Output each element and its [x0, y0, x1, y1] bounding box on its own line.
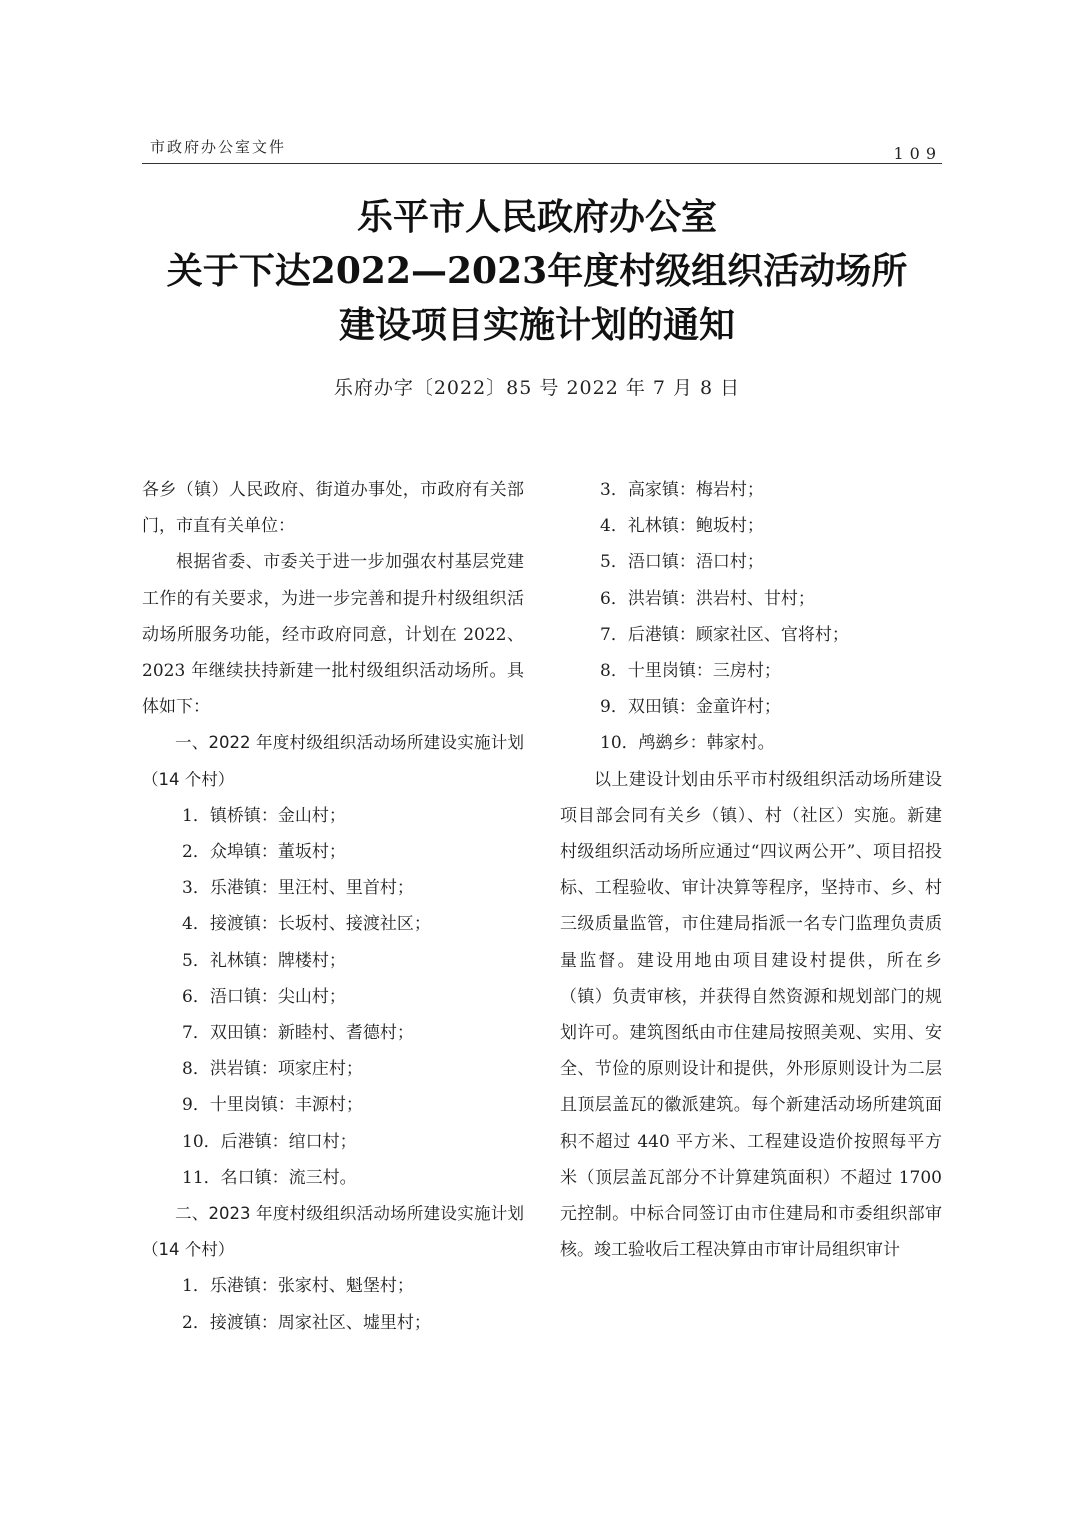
closing-paragraph: 以上建设计划由乐平市村级组织活动场所建设项目部会同有关乡（镇）、村（社区）实施。新建村级组织活动场所应通过“四议两公开”、项目招投标、工程验收、审计决算等程序，坚持市、乡、村三级质量监管，市住建局指派一名专门监理负责质量监督。建设用地由项目建设村提供，所在乡（镇）负责审核，并获得自然资源和规划部门的规划许可。建筑图纸由市住建局按照美观、实用、安全、节俭的原则设计和提供，外形原则设计为二层且顶层盖瓦的徽派建筑。每个新建活动场所建筑面积不超过 440 平方米、工程建设造价按照每平方米（顶层盖瓦部分不计算建筑面积）不超过 1700 元控制。中标合同签订由市住建局和市委组织部审核。竣工验收后工程决算由市审计局组织审计 — [560, 769, 942, 1261]
list-item: 5．礼林镇：牌楼村； — [182, 950, 346, 971]
list-item: 9．双田镇：金童许村； — [600, 697, 781, 718]
left-column — [142, 472, 524, 1341]
header-divider — [142, 163, 942, 164]
section-2-heading: 二、2023 年度村级组织活动场所建设实施计划（14 个村） — [142, 1204, 524, 1260]
list-item: 2．众埠镇：董坂村； — [182, 842, 346, 863]
intro-paragraph: 根据省委、市委关于进一步加强农村基层党建工作的有关要求，为进一步完善和提升村级组织活动场所服务功能，经市政府同意，计划在 2022、2023 年继续扶持新建一批村级组织活动场所。具体如下： — [142, 552, 524, 718]
right-column — [560, 472, 942, 1268]
list-item: 4．礼林镇：鲍坂村； — [600, 516, 764, 537]
list-item: 3．乐港镇：里汪村、里首村； — [182, 878, 414, 899]
list-item: 9．十里岗镇：丰源村； — [182, 1095, 363, 1116]
header-label: 市政府办公室文件 — [150, 138, 287, 156]
document-title-line-1: 乐平市人民政府办公室 — [356, 196, 717, 238]
document-title-line-2: 关于下达2022—2023年度村级组织活动场所 — [166, 250, 908, 292]
list-item: 7．后港镇：顾家社区、官将村； — [600, 624, 849, 645]
list-item: 1．镇桥镇：金山村； — [182, 805, 346, 826]
list-item: 6．浯口镇：尖山村； — [182, 986, 346, 1007]
list-item: 8．十里岗镇：三房村； — [600, 661, 781, 682]
list-item: 8．洪岩镇：项家庄村； — [182, 1059, 363, 1080]
list-item: 10．后港镇：绾口村； — [182, 1131, 357, 1152]
page-number: 109 — [893, 144, 942, 163]
list-item: 3．高家镇：梅岩村； — [600, 480, 764, 500]
list-item: 6．洪岩镇：洪岩村、甘村； — [600, 588, 815, 609]
document-title-line-3: 建设项目实施计划的通知 — [338, 304, 735, 346]
salutation: 各乡（镇）人民政府、街道办事处，市政府有关部门，市直有关单位： — [142, 480, 524, 537]
list-item: 2．接渡镇：周家社区、墟里村； — [182, 1312, 431, 1333]
list-item: 5．浯口镇：浯口村； — [600, 552, 764, 573]
list-item: 1．乐港镇：张家村、魁堡村； — [182, 1276, 414, 1297]
list-item: 10．鸬鹚乡：韩家村。 — [600, 733, 775, 754]
list-item: 7．双田镇：新睦村、耆德村； — [182, 1023, 414, 1044]
list-item: 11．名口镇：流三村。 — [182, 1167, 357, 1188]
document-number-and-date: 乐府办字〔2022〕85 号 2022 年 7 月 8 日 — [333, 377, 741, 399]
list-item: 4．接渡镇：长坂村、接渡社区； — [182, 914, 431, 935]
section-1-heading: 一、2022 年度村级组织活动场所建设实施计划（14 个村） — [142, 733, 524, 789]
